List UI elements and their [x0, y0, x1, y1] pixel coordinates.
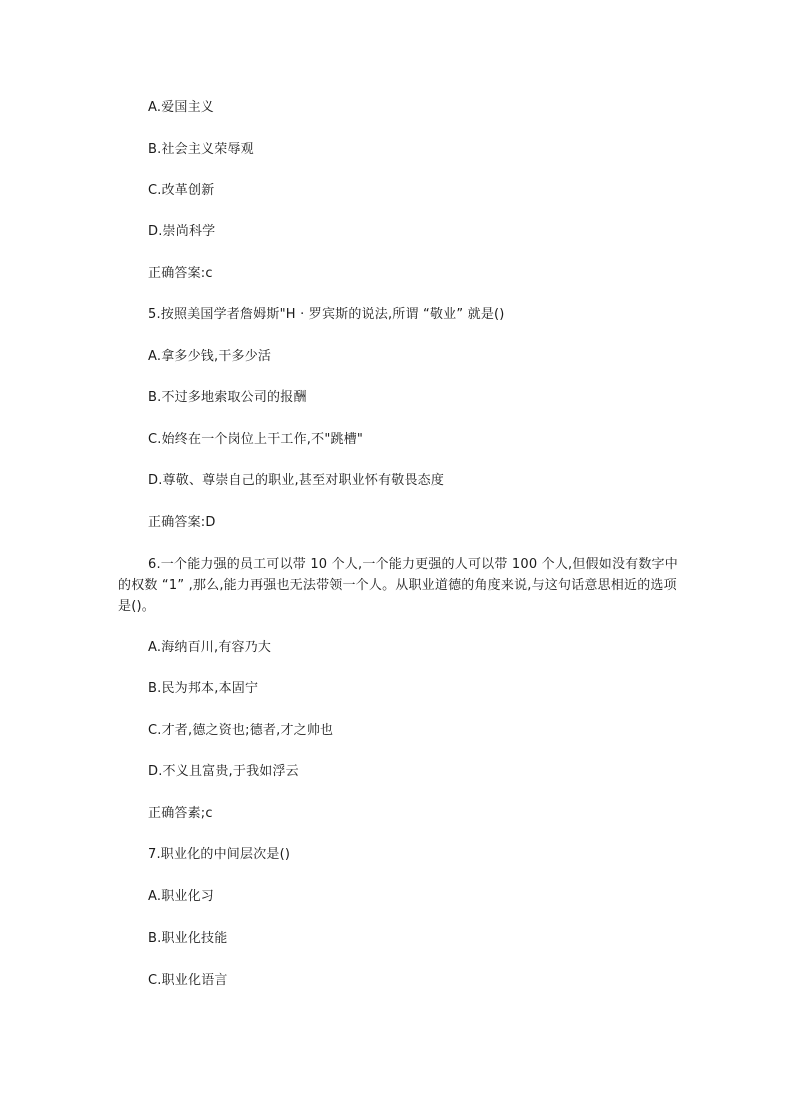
q4-option-a: A.爱国主义	[148, 100, 214, 115]
q5-answer: 正确答案:D	[148, 515, 216, 530]
q7-question: 7.职业化的中间层次是()	[148, 847, 291, 862]
q6-answer: 正确答素;c	[148, 806, 213, 821]
q4-answer: 正确答案:c	[148, 266, 213, 281]
q7-option-b: B.职业化技能	[148, 931, 228, 946]
q6-question: 6.一个能力强的员工可以带 10 个人,一个能力更强的人可以带 100 个人,但假如没有数字中的权数 “1” ,那么,能力再强也无法带领一个人。从职业道德的角度来说,与这句话意思相近的选项是()。	[118, 557, 678, 614]
q5-question: 5.按照美国学者詹姆斯"H · 罗宾斯的说法,所谓 “敬业” 就是()	[148, 307, 505, 322]
q6-option-c: C.才者,德之资也;德者,才之帅也	[148, 723, 334, 738]
q5-option-a: A.拿多少钱,干多少活	[148, 349, 272, 364]
q7-option-c: C.职业化语言	[148, 973, 228, 988]
q5-option-c: C.始终在一个岗位上干工作,不"跳槽"	[148, 432, 364, 447]
q6-option-a: A.海纳百川,有容乃大	[148, 640, 272, 655]
q4-option-d: D.崇尚科学	[148, 224, 216, 239]
q4-option-b: B.社会主义荣辱观	[148, 142, 254, 157]
q6-option-d: D.不义且富贵,于我如浮云	[148, 764, 299, 779]
q5-option-d: D.尊敬、尊崇自己的职业,甚至对职业怀有敬畏态度	[148, 473, 445, 488]
q5-option-b: B.不过多地索取公司的报酬	[148, 390, 307, 405]
q7-option-a: A.职业化习	[148, 889, 214, 904]
q4-option-c: C.改革创新	[148, 183, 215, 198]
q6-option-b: B.民为邦本,本固宁	[148, 681, 259, 696]
